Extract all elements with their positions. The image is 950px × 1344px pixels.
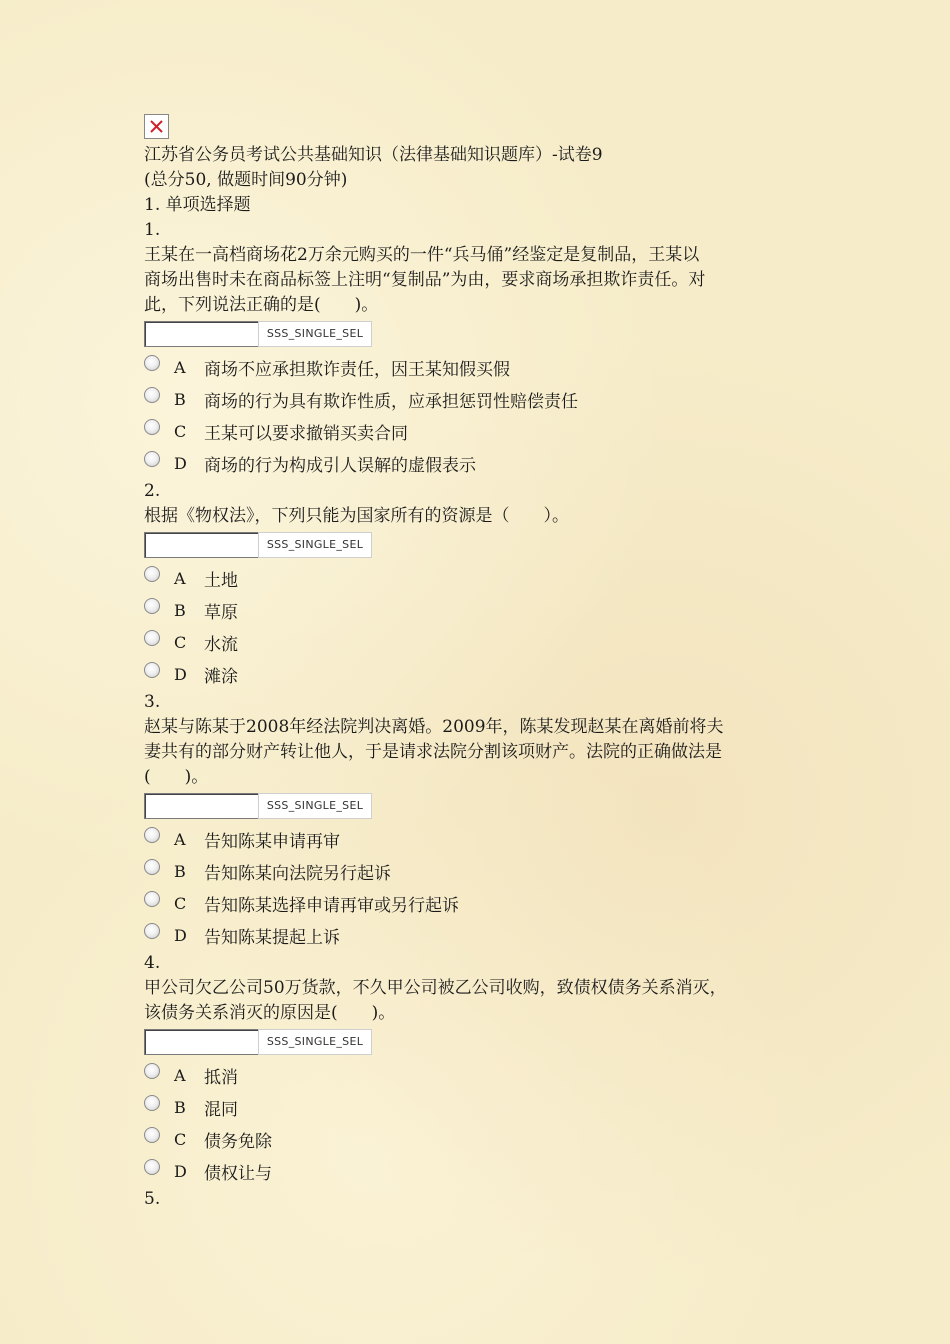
question-type-label: SSS_SINGLE_SEL [258,532,372,558]
section-heading: 1. 单项选择题 [144,195,251,215]
question-text: 此，下列说法正确的是( )。 [144,295,379,315]
radio-button[interactable] [144,827,160,843]
answer-row [144,532,804,558]
question-type-label: SSS_SINGLE_SEL [258,321,372,347]
option-b[interactable] [144,855,804,887]
question-number: 5. [144,1189,161,1209]
option-letter: C [174,421,187,441]
option-text: 土地 [204,570,238,591]
question-block [144,218,804,479]
question-text: 该债务关系消灭的原因是( )。 [144,1003,396,1023]
question-text: 甲公司欠乙公司50万货款，不久甲公司被乙公司收购，致债权债务关系消灭， [144,978,727,998]
option-letter: D [174,1161,187,1181]
radio-button[interactable] [144,566,160,582]
answer-input[interactable] [144,793,258,819]
option-letter: A [174,1065,186,1085]
radio-button[interactable] [144,355,160,371]
option-text: 水流 [204,634,238,655]
option-b[interactable] [144,594,804,626]
question-number: 2. [144,481,161,501]
option-letter: C [174,893,187,913]
option-c[interactable] [144,626,804,658]
question-number: 4. [144,953,161,973]
option-letter: C [174,1129,187,1149]
answer-row [144,793,804,819]
option-letter: B [174,389,186,409]
radio-button[interactable] [144,387,160,403]
option-text: 告知陈某向法院另行起诉 [204,863,391,884]
answer-input[interactable] [144,532,258,558]
option-letter: D [174,925,187,945]
option-c[interactable] [144,415,804,447]
option-d[interactable] [144,447,804,479]
option-text: 商场的行为构成引人误解的虚假表示 [204,455,476,476]
answer-input[interactable] [144,1029,258,1055]
radio-button[interactable] [144,598,160,614]
question-text: 赵某与陈某于2008年经法院判决离婚。2009年，陈某发现赵某在离婚前将夫 [144,717,724,737]
question-text: 商场出售时未在商品标签上注明“复制品”为由，要求商场承担欺诈责任。对 [144,270,706,290]
radio-button[interactable] [144,1063,160,1079]
option-d[interactable] [144,1155,804,1187]
option-text: 商场不应承担欺诈责任，因王某知假买假 [204,359,510,380]
radio-button[interactable] [144,859,160,875]
radio-button[interactable] [144,419,160,435]
exam-title: 江苏省公务员考试公共基础知识（法律基础知识题库）-试卷9 [144,145,603,165]
option-text: 告知陈某申请再审 [204,831,340,852]
option-letter: B [174,600,186,620]
option-letter: A [174,829,186,849]
radio-button[interactable] [144,1095,160,1111]
option-text: 债权让与 [204,1163,272,1184]
question-number: 3. [144,692,161,712]
option-text: 混同 [204,1099,238,1120]
question-text: 王某在一高档商场花2万余元购买的一件“兵马俑”经鉴定是复制品，王某以 [144,245,700,265]
option-a[interactable] [144,1059,804,1091]
question-type-label: SSS_SINGLE_SEL [258,793,372,819]
radio-button[interactable] [144,1127,160,1143]
question-text: 根据《物权法》，下列只能为国家所有的资源是（ ）。 [144,506,569,526]
question-number: 1. [144,220,161,240]
option-b[interactable] [144,383,804,415]
radio-button[interactable] [144,630,160,646]
option-letter: B [174,1097,186,1117]
option-text: 草原 [204,602,238,623]
radio-button[interactable] [144,662,160,678]
option-text: 抵消 [204,1067,238,1088]
option-text: 债务免除 [204,1131,272,1152]
answer-row [144,321,804,347]
question-block [144,690,804,951]
option-text: 滩涂 [204,666,238,687]
option-text: 商场的行为具有欺诈性质，应承担惩罚性赔偿责任 [204,391,578,412]
option-letter: D [174,453,187,473]
question-block [144,951,804,1187]
question-type-label: SSS_SINGLE_SEL [258,1029,372,1055]
question-text: 妻共有的部分财产转让他人，于是请求法院分割该项财产。法院的正确做法是 [144,742,722,762]
question-text: ( )。 [144,767,209,787]
option-d[interactable] [144,919,804,951]
option-a[interactable] [144,351,804,383]
option-text: 告知陈某提起上诉 [204,927,340,948]
option-letter: D [174,664,187,684]
option-a[interactable] [144,562,804,594]
exam-page [144,114,804,1212]
option-c[interactable] [144,887,804,919]
answer-row [144,1029,804,1055]
option-letter: C [174,632,187,652]
radio-button[interactable] [144,1159,160,1175]
option-d[interactable] [144,658,804,690]
option-letter: A [174,357,186,377]
option-text: 王某可以要求撤销买卖合同 [204,423,408,444]
radio-button[interactable] [144,451,160,467]
option-letter: B [174,861,186,881]
broken-image-icon [144,114,169,139]
option-a[interactable] [144,823,804,855]
radio-button[interactable] [144,923,160,939]
answer-input[interactable] [144,321,258,347]
option-b[interactable] [144,1091,804,1123]
question-block [144,479,804,690]
exam-subtitle: (总分50, 做题时间90分钟) [144,170,348,190]
option-letter: A [174,568,186,588]
radio-button[interactable] [144,891,160,907]
option-c[interactable] [144,1123,804,1155]
question-list [144,218,804,1187]
option-text: 告知陈某选择申请再审或另行起诉 [204,895,459,916]
